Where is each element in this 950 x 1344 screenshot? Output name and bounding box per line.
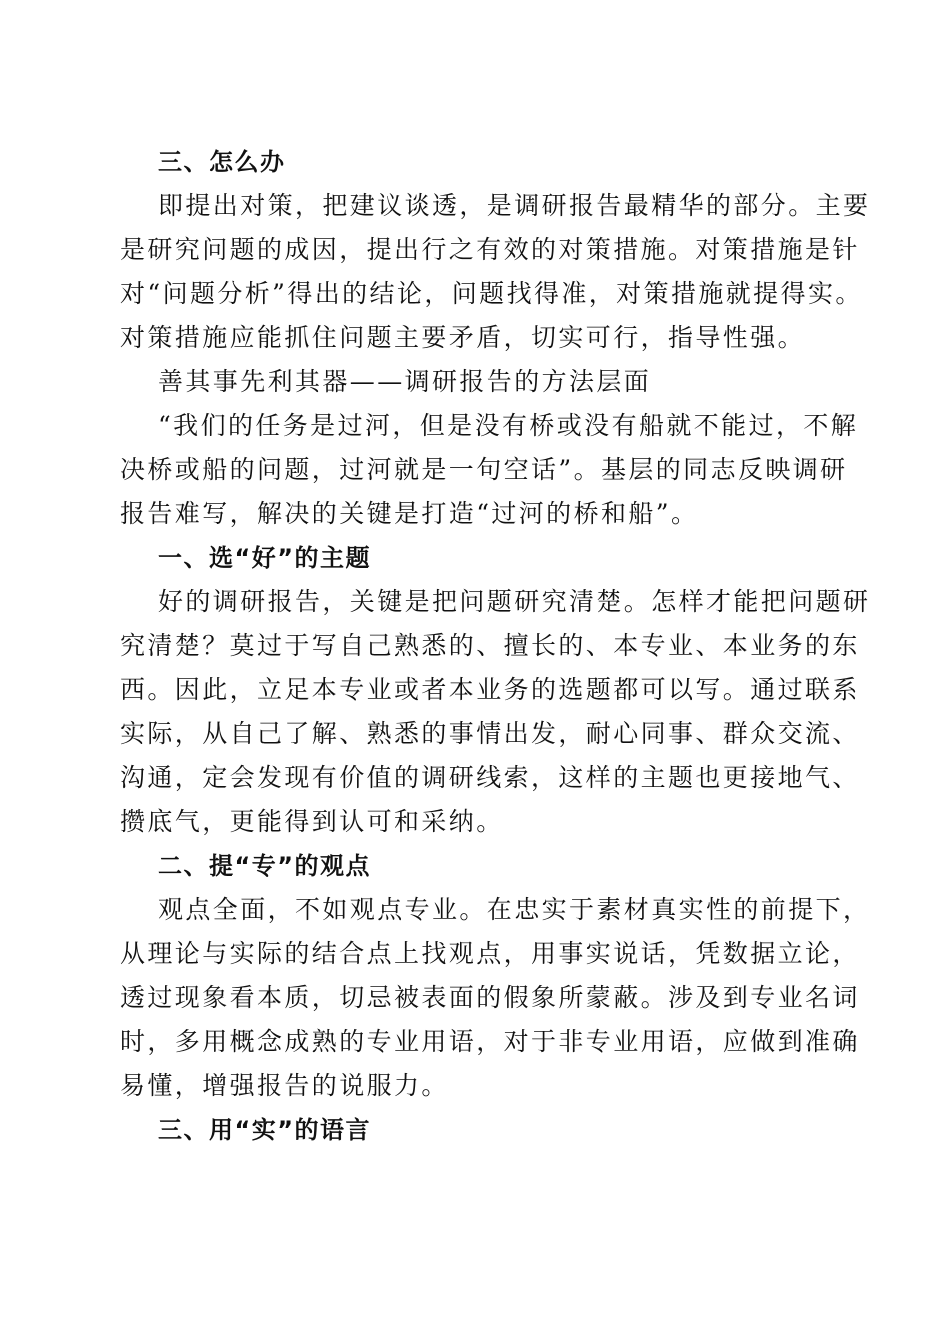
paragraph-line: 究清楚？莫过于写自己熟悉的、擅长的、本专业、本业务的东 <box>120 631 860 660</box>
paragraph-line: 好的调研报告，关键是把问题研究清楚。怎样才能把问题研 <box>158 587 871 616</box>
paragraph-line: 时，多用概念成熟的专业用语，对于非专业用语，应做到准确 <box>120 1027 860 1056</box>
paragraph-line: 报告难写，解决的关键是打造“过河的桥和船”。 <box>120 499 699 528</box>
paragraph-line: “我们的任务是过河，但是没有桥或没有船就不能过，不解 <box>158 411 859 440</box>
paragraph-line: 攒底气，更能得到认可和采纳。 <box>120 807 504 836</box>
document-body <box>120 140 871 1152</box>
paragraph-line: 对“问题分析”得出的结论，问题找得准，对策措施就提得实。 <box>120 279 863 308</box>
method-title: 善其事先利其器——调研报告的方法层面 <box>158 367 652 396</box>
section-heading-language: 三、用“实”的语言 <box>158 1116 372 1144</box>
paragraph-line: 透过现象看本质，切忌被表面的假象所蒙蔽。涉及到专业名词 <box>120 983 860 1012</box>
paragraph-line: 易懂，增强报告的说服力。 <box>120 1071 449 1100</box>
paragraph-line: 沟通，定会发现有价值的调研线索，这样的主题也更接地气、 <box>120 763 860 792</box>
paragraph-line: 对策措施应能抓住问题主要矛盾，切实可行，指导性强。 <box>120 323 806 352</box>
paragraph-line: 从理论与实际的结合点上找观点，用事实说话，凭数据立论， <box>120 939 860 968</box>
section-heading-topic: 一、选“好”的主题 <box>158 544 372 572</box>
paragraph-line: 实际，从自己了解、熟悉的事情出发，耐心同事、群众交流、 <box>120 719 860 748</box>
paragraph-line: 决桥或船的问题，过河就是一句空话”。基层的同志反映调研 <box>120 455 848 484</box>
section-heading-viewpoint: 二、提“专”的观点 <box>158 852 372 880</box>
paragraph-line: 即提出对策，把建议谈透，是调研报告最精华的部分。主要 <box>158 191 871 220</box>
paragraph-line: 西。因此，立足本专业或者本业务的选题都可以写。通过联系 <box>120 675 860 704</box>
paragraph-line: 是研究问题的成因，提出行之有效的对策措施。对策措施是针 <box>120 235 860 264</box>
section-heading-zenmeban: 三、怎么办 <box>158 148 286 176</box>
paragraph-line: 观点全面，不如观点专业。在忠实于素材真实性的前提下， <box>158 895 871 924</box>
